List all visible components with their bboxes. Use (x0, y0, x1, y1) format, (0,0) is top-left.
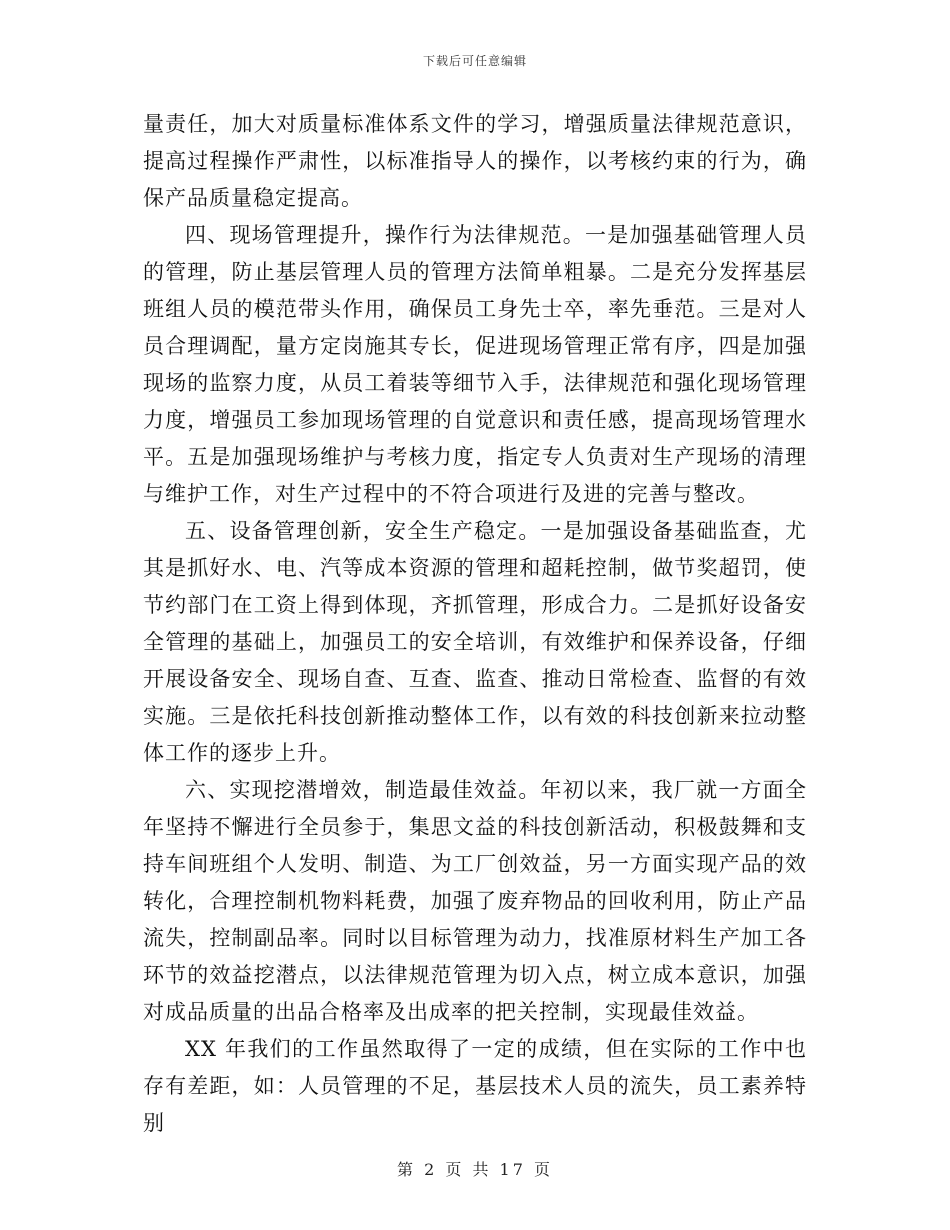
paragraph: XX 年我们的工作虽然取得了一定的成绩，但在实际的工作中也存有差距，如：人员管理的不足，基层技术人员的流失，员工素养特别 (143, 1037, 807, 1135)
paragraph: 六、实现挖潜增效，制造最佳效益。年初以来，我厂就一方面全年坚持不懈进行全员参于，集思文益的科技创新活动，积极鼓舞和支持车间班组个人发明、制造、为工厂创效益，另一方面实现产品的效转化，合理控制机物料耗费，加强了废弃物品的回收利用，防止产品流失，控制副品率。同时以目标管理为动力，找准原材料生产加工各环节的效益挖潜点，以法律规范管理为切入点，树立成本意识，加强对成品质量的出品合格率及出成率的把关控制，实现最佳效益。 (143, 778, 807, 1024)
paragraph: 量责任，加大对质量标准体系文件的学习，增强质量法律规范意识，提高过程操作严肃性，以标准指导人的操作，以考核约束的行为，确保产品质量稳定提高。 (143, 112, 807, 210)
document-body (143, 106, 807, 1142)
paragraph: 五、设备管理创新，安全生产稳定。一是加强设备基础监查，尤其是抓好水、电、汽等成本资源的管理和超耗控制，做节奖超罚，使节约部门在工资上得到体现，齐抓管理，形成合力。二是抓好设备安全管理的基础上，加强员工的安全培训，有效维护和保养设备，仔细开展设备安全、现场自查、互查、监查、推动日常检查、监督的有效实施。三是依托科技创新推动整体工作，以有效的科技创新来拉动整体工作的逐步上升。 (143, 519, 807, 765)
page-header: 下载后可任意编辑 (422, 54, 527, 68)
page-footer: 第 2 页 共 17 页 (397, 1160, 553, 1179)
paragraph: 四、现场管理提升，操作行为法律规范。一是加强基础管理人员的管理，防止基层管理人员的管理方法简单粗暴。二是充分发挥基层班组人员的模范带头作用，确保员工身先士卒，率先垂范。三是对人员合理调配，量方定岗施其专长，促进现场管理正常有序，四是加强现场的监察力度，从员工着装等细节入手，法律规范和强化现场管理力度，增强员工参加现场管理的自觉意识和责任感，提高现场管理水平。五是加强现场维护与考核力度，指定专人负责对生产现场的清理与维护工作，对生产过程中的不符合项进行及进的完善与整改。 (143, 223, 807, 506)
